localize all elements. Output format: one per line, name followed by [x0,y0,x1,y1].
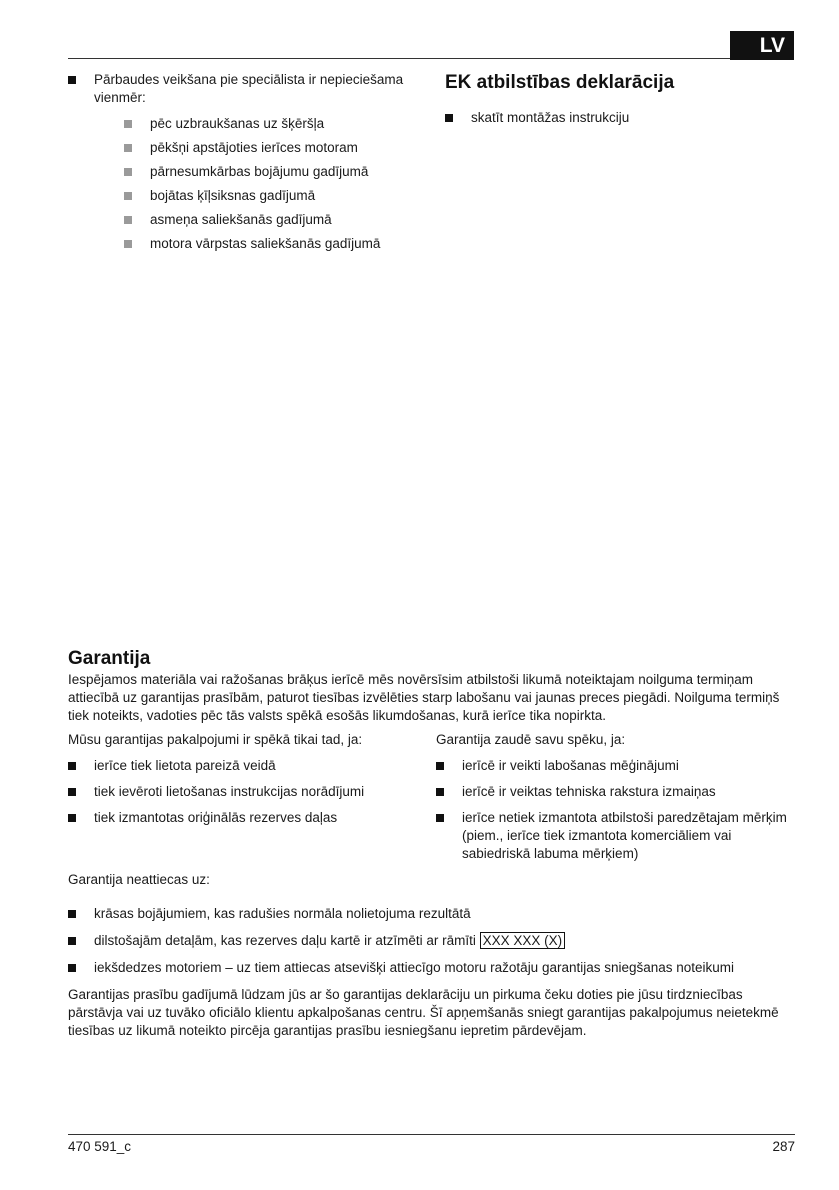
list-item: pēkšņi apstājoties ierīces motoram [94,139,428,157]
warranty-valid-list [68,757,436,827]
warranty-outro: Garantijas prasību gadījumā lūdzam jūs ar šo garantijas deklarāciju un pirkuma čeku doties pie jūsu tirdzniecības pārstāvja vai uz tuvāko oficiālo klientu apkalpošanas centru. Šī apņemšanās sniegt garantijas pakalpojumus neietekmē tiesības uz likumā noteikto pircēja garantijas prasību iesniegšanu iepretim pārdevējam. [68,987,779,1038]
warranty-void-list [436,757,788,863]
list-item: skatīt montāžas instrukciju [445,109,775,127]
warranty-valid-column [68,731,436,871]
language-badge: LV [730,31,794,60]
list-item: iekšdedzes motoriem – uz tiem attiecas atsevišķi attiecīgo motoru ražotāju garantijas sniegšanas noteikumi [68,959,788,977]
ek-title: EK atbilstības deklarācija [445,72,675,93]
warranty-intro: Iespējamos materiāla vai ražošanas brāķus ierīcē mēs novērsīsim atbilstoši likumā noteiktajam noilguma termiņam attiecībā uz garantijas prasībām, paturot tiesības izvēlēties starp labošanu vai jaunas preces piegādi. Noilguma termiņš tiek noteikts, vadoties pēc tās valsts spēkā esošās likumdošanas, kurā ierīce tika nopirkta. [68,672,780,723]
warranty-exclusions-list [68,905,788,977]
document-number: 470 591_c [68,1139,132,1154]
list-item: motora vārpstas saliekšanās gadījumā [94,235,428,253]
footer-rule [68,1134,795,1135]
list-item: pēc uzbraukšanas uz šķēršļa [94,115,428,133]
warranty-void-column [436,731,788,871]
list-item: ierīce tiek lietota pareizā veidā [68,757,436,775]
ek-list [445,109,775,127]
warranty-exclusions-head: Garantija neattiecas uz: [68,872,210,887]
list-item: bojātas ķīļsiksnas gadījumā [94,187,428,205]
list-item: pārnesumkārbas bojājumu gadījumā [94,163,428,181]
list-item: ierīcē ir veikti labošanas mēģinājumi [436,757,788,775]
warranty-valid-head: Mūsu garantijas pakalpojumi ir spēkā tikai tad, ja: [68,732,363,747]
exclusion-text: dilstošajām detaļām, kas rezerves daļu kartē ir atzīmēti ar rāmīti [94,933,476,948]
inspection-list [68,71,428,259]
list-item [68,932,788,950]
part-code-box: XXX XXX (X) [480,932,566,949]
header-rule [68,58,730,59]
inspection-sublist [94,115,428,253]
page-number: 287 [772,1139,795,1154]
list-item: ierīce netiek izmantota atbilstoši paredzētajam mērķim (piem., ierīce tiek izmantota komerciāliem vai sabiedriskā labuma mērķiem) [436,809,788,863]
warranty-section [68,647,788,1040]
inspection-intro: Pārbaudes veikšana pie speciālista ir nepieciešama vienmēr: pēc uzbraukšanas uz šķēršļa pēkšņi apstājoties ierīces motoram pārnesumkārbas bojājumu gadījumā bojātas ķīļsiksnas gadījumā asmeņa saliekšanās gadījumā motora vārpstas saliekšanās gadījumā [68,71,428,253]
list-item: asmeņa saliekšanās gadījumā [94,211,428,229]
warranty-title: Garantija [68,648,151,669]
list-item: ierīcē ir veiktas tehniska rakstura izmaiņas [436,783,788,801]
warranty-void-head: Garantija zaudē savu spēku, ja: [436,732,626,747]
warranty-conditions [68,731,788,871]
list-item: tiek izmantotas oriģinālās rezerves daļas [68,809,436,827]
list-item: tiek ievēroti lietošanas instrukcijas norādījumi [68,783,436,801]
ek-section [445,71,775,127]
list-item: krāsas bojājumiem, kas radušies normāla nolietojuma rezultātā [68,905,788,923]
